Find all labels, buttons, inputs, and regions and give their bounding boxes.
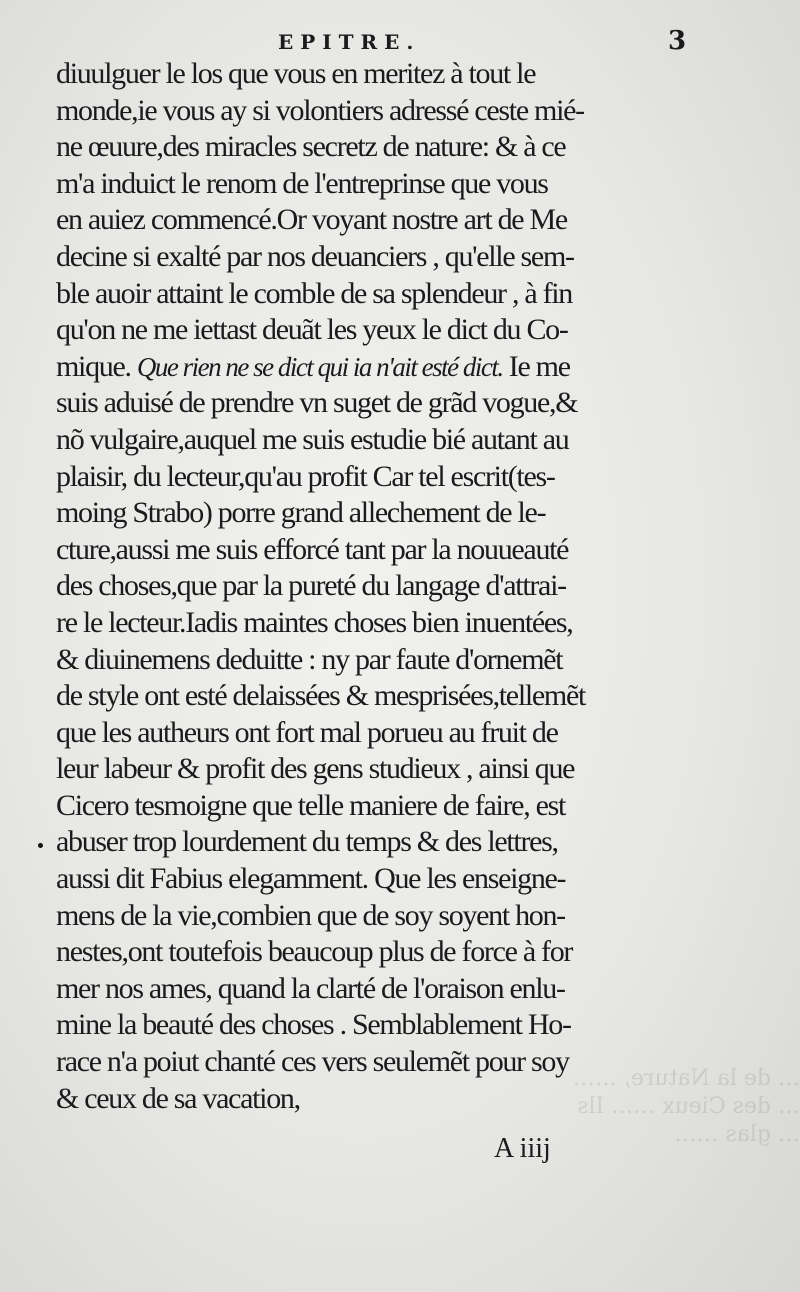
text-line: ble auoir attaint le comble de sa splendeur , à fin — [56, 276, 572, 310]
text-line: diuulguer le los que vous en meritez à tout le — [56, 57, 536, 90]
text-line: & ceux de sa vacation, — [56, 1081, 300, 1115]
text-line: decine si exalté par nos deuanciers , qu'elle sem- — [56, 239, 574, 273]
page-header — [0, 26, 800, 56]
text-line: m'a induict le renom de l'entreprinse que vous — [56, 166, 548, 200]
text-line: nestes,ont toutefois beaucoup plus de force à for — [56, 935, 573, 969]
text-line: des choses,que par la pureté du langage d'attrai- — [56, 569, 566, 603]
line-start: mique. — [56, 349, 131, 383]
text-line: qu'on ne me iettast deuãt les yeux le dict du Co- — [56, 313, 568, 347]
body-text — [56, 56, 706, 1117]
text-line: mer nos ames, quand la clarté de l'oraison enlu- — [56, 971, 565, 1005]
text-line: mine la beauté des choses . Semblablement Ho- — [56, 1008, 571, 1042]
bleed-through-text: … de la Nature, …… … des Cieux …… Ils … glas …… — [572, 1066, 800, 1147]
text-line: suis aduisé de prendre vn suget de grãd vogue,& — [56, 386, 578, 420]
line-end: Ie me — [508, 349, 570, 383]
text-line: mens de la vie,combien que de soy soyent hon- — [56, 898, 565, 932]
text-line: que les autheurs ont fort mal porueu au fruit de — [56, 715, 558, 749]
text-line: moing Strabo) porre grand allechement de le- — [56, 496, 546, 530]
text-line: monde,ie vous ay si volontiers adressé ceste mié- — [56, 93, 584, 127]
text-line: plaisir, du lecteur,qu'au profit Car tel escrit(tes- — [56, 459, 555, 493]
text-line: nõ vulgaire,auquel me suis estudie bié autant au — [56, 422, 569, 456]
text-line: race n'a poiut chanté ces vers seulemẽt pour soy — [56, 1045, 569, 1079]
text-line: abuser trop lourdement du temps & des lettres, — [56, 825, 558, 859]
text-line: ne œuure,des miracles secretz de nature: & à ce — [56, 130, 566, 164]
text-line: de style ont esté delaissées & mesprisées,tellemẽt — [56, 679, 585, 713]
text-line: & diuinemens deduitte : ny par faute d'ornemẽt — [56, 642, 563, 676]
text-line: cture,aussi me suis efforcé tant par la nouueauté — [56, 532, 569, 566]
text-line: aussi dit Fabius elegamment. Que les enseigne- — [56, 862, 566, 896]
text-line: Cicero tesmoigne que telle maniere de faire, est — [56, 788, 566, 822]
text-line: en auiez commencé.Or voyant nostre art de Me — [56, 203, 567, 237]
text-line-quote — [56, 349, 706, 386]
page-number: 3 — [668, 26, 687, 56]
text-line: leur labeur & profit des gens studieux , ainsi que — [56, 752, 575, 786]
running-head: EPITRE. — [278, 30, 421, 54]
ink-dot — [38, 843, 43, 848]
text-line: re le lecteur.Iadis maintes choses bien inuentées, — [56, 605, 573, 639]
signature-mark: A iiij — [494, 1133, 551, 1164]
italic-quote: Que rien ne se dict qui ia n'ait esté dict. — [136, 351, 503, 382]
